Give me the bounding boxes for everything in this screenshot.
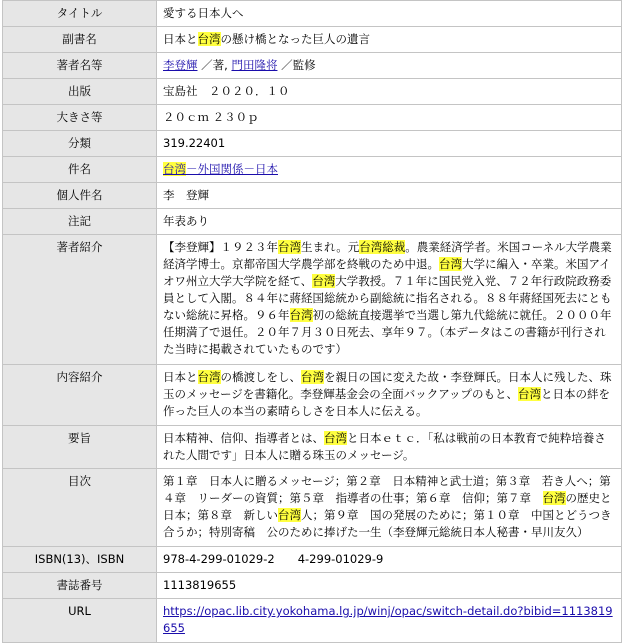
detail-row-isbn	[3, 547, 622, 573]
field-label: 注記	[3, 209, 157, 235]
value-text: ２０ｃｍ ２３０ｐ	[163, 110, 259, 124]
detail-row-notes	[3, 209, 622, 235]
detail-row-subtitle	[3, 27, 622, 53]
highlighted-term: 台湾	[518, 387, 542, 401]
field-label: URL	[3, 599, 157, 643]
field-label: タイトル	[3, 1, 157, 27]
bibliographic-detail-table	[2, 0, 622, 643]
highlighted-term: 台湾	[542, 491, 566, 505]
highlighted-term: 台湾	[324, 431, 347, 445]
highlighted-term: 台湾	[312, 274, 336, 288]
value-text: 日本精神、信仰、指導者とは、	[163, 431, 324, 445]
value-text: 生まれ。元	[301, 240, 360, 254]
field-value	[157, 547, 622, 573]
detail-row-publication	[3, 79, 622, 105]
field-label: 大きさ等	[3, 105, 157, 131]
highlighted-term: 台湾	[197, 32, 221, 46]
value-link[interactable]: －外国関係－日本	[186, 162, 278, 176]
value-text: の懸け橋となった巨人の遺言	[220, 32, 370, 46]
value-text: 宝島社 ２０２０．１０	[163, 84, 290, 98]
detail-row-content-intro	[3, 365, 622, 426]
highlighted-term: 台湾	[289, 308, 313, 322]
field-value	[157, 209, 622, 235]
value-text: 第１章 日本人に贈るメッセージ；第２章 日本精神と武士道；第３章 若き人へ；第４章 リーダーの資質；第５章 指導者の仕事；第６章 信仰；第７章	[163, 474, 611, 505]
detail-row-title	[3, 1, 622, 27]
field-label: 著者紹介	[3, 235, 157, 365]
value-text: 人；第９章 国の発展のために；第１０章 中国とどうつき合うか；特別寄稿 公のために捧げた一生（李登輝元総統日本人秘書・早川友久）	[163, 508, 612, 539]
field-value	[157, 426, 622, 469]
highlighted-term: 台湾	[197, 370, 221, 384]
field-value	[157, 27, 622, 53]
value-text: の橋渡しをし、	[220, 370, 301, 384]
field-value	[157, 469, 622, 547]
field-value	[157, 131, 622, 157]
detail-row-summary	[3, 426, 622, 469]
field-label: ISBN(13)、ISBN	[3, 547, 157, 573]
detail-row-personal-subject	[3, 183, 622, 209]
detail-row-table-of-contents	[3, 469, 622, 547]
field-label: 著者名等	[3, 53, 157, 79]
detail-table-body	[3, 1, 622, 643]
value-link[interactable]: 台湾	[163, 162, 186, 176]
value-link[interactable]: 門田隆将	[231, 58, 278, 72]
detail-row-author-intro	[3, 235, 622, 365]
value-text: ／監修	[277, 58, 316, 72]
detail-row-classification	[3, 131, 622, 157]
detail-row-size	[3, 105, 622, 131]
value-text: 大学に編入・卒業。米国アイオワ州立大学大学院を経て、	[163, 257, 611, 288]
field-value	[157, 573, 622, 599]
field-label: 内容紹介	[3, 365, 157, 426]
highlighted-term: 台湾	[439, 257, 462, 271]
field-label: 個人件名	[3, 183, 157, 209]
highlighted-term: 台湾	[278, 240, 301, 254]
field-label: 分類	[3, 131, 157, 157]
value-text: 。農業経済学者。米国コーネル大学農業経済学博士。京都帝国大学農学部を終戦のため中退。	[163, 240, 612, 271]
field-label: 要旨	[3, 426, 157, 469]
value-text: 【李登輝】１９２３年	[163, 240, 278, 254]
field-label: 目次	[3, 469, 157, 547]
field-value	[157, 105, 622, 131]
field-value	[157, 79, 622, 105]
value-text: 大学教授。７１年に国民党入党、７２年行政院政務委員として入閣。８４年に蔣経国総統から副総統に指名される。８８年蔣経国死去にともない総統に昇格。９６年	[163, 274, 612, 322]
value-text: と日本の絆を作った巨人の本当の素晴らしさを日本人に伝える。	[163, 387, 611, 418]
value-text: 1113819655	[163, 578, 237, 592]
highlighted-term: 台湾	[278, 508, 301, 522]
value-text: 日本と	[163, 370, 198, 384]
value-link[interactable]: 李登輝	[163, 58, 198, 72]
value-text: を親日の国に変えた故・李登輝氏。日本人に残した、珠玉のメッセージを書籍化。李登輝基金会の全面バックアップのもと、	[163, 370, 612, 401]
field-label: 出版	[3, 79, 157, 105]
field-label: 件名	[3, 157, 157, 183]
value-text: 日本と	[163, 32, 198, 46]
value-text: 319.22401	[163, 136, 226, 150]
field-value	[157, 1, 622, 27]
value-text: 978-4-299-01029-2 4-299-01029-9	[163, 552, 384, 566]
highlighted-term: 台湾	[301, 370, 324, 384]
value-text: 愛する日本人へ	[163, 6, 244, 20]
field-value	[157, 235, 622, 365]
value-text: 年表あり	[163, 214, 209, 228]
detail-row-authors	[3, 53, 622, 79]
field-value	[157, 365, 622, 426]
highlighted-term: 台湾総裁	[359, 240, 406, 254]
field-value	[157, 157, 622, 183]
field-value	[157, 183, 622, 209]
field-value	[157, 53, 622, 79]
field-label: 書誌番号	[3, 573, 157, 599]
value-text: 李 登輝	[163, 188, 209, 202]
value-text: と日本ｅｔｃ．「私は戦前の日本教育で純粋培養された人間です」日本人に贈る珠玉のメッセージ。	[163, 431, 606, 462]
field-label: 副書名	[3, 27, 157, 53]
field-value	[157, 599, 622, 643]
detail-row-bib-number	[3, 573, 622, 599]
value-link[interactable]: https://opac.lib.city.yokohama.lg.jp/winj/opac/switch-detail.do?bibid=1113819655	[163, 604, 613, 635]
value-text: ／著,	[197, 58, 232, 72]
detail-row-subject	[3, 157, 622, 183]
detail-row-url	[3, 599, 622, 643]
value-text: の歴史と日本；第８章 新しい	[163, 491, 612, 522]
value-text: 初の総統直接選挙で当選し第九代総統に就任。２０００年任期満了で退任。２０年７月３０日死去、享年９７。（本データはこの書籍が刊行された当時に掲載されていたものです）	[163, 308, 612, 356]
